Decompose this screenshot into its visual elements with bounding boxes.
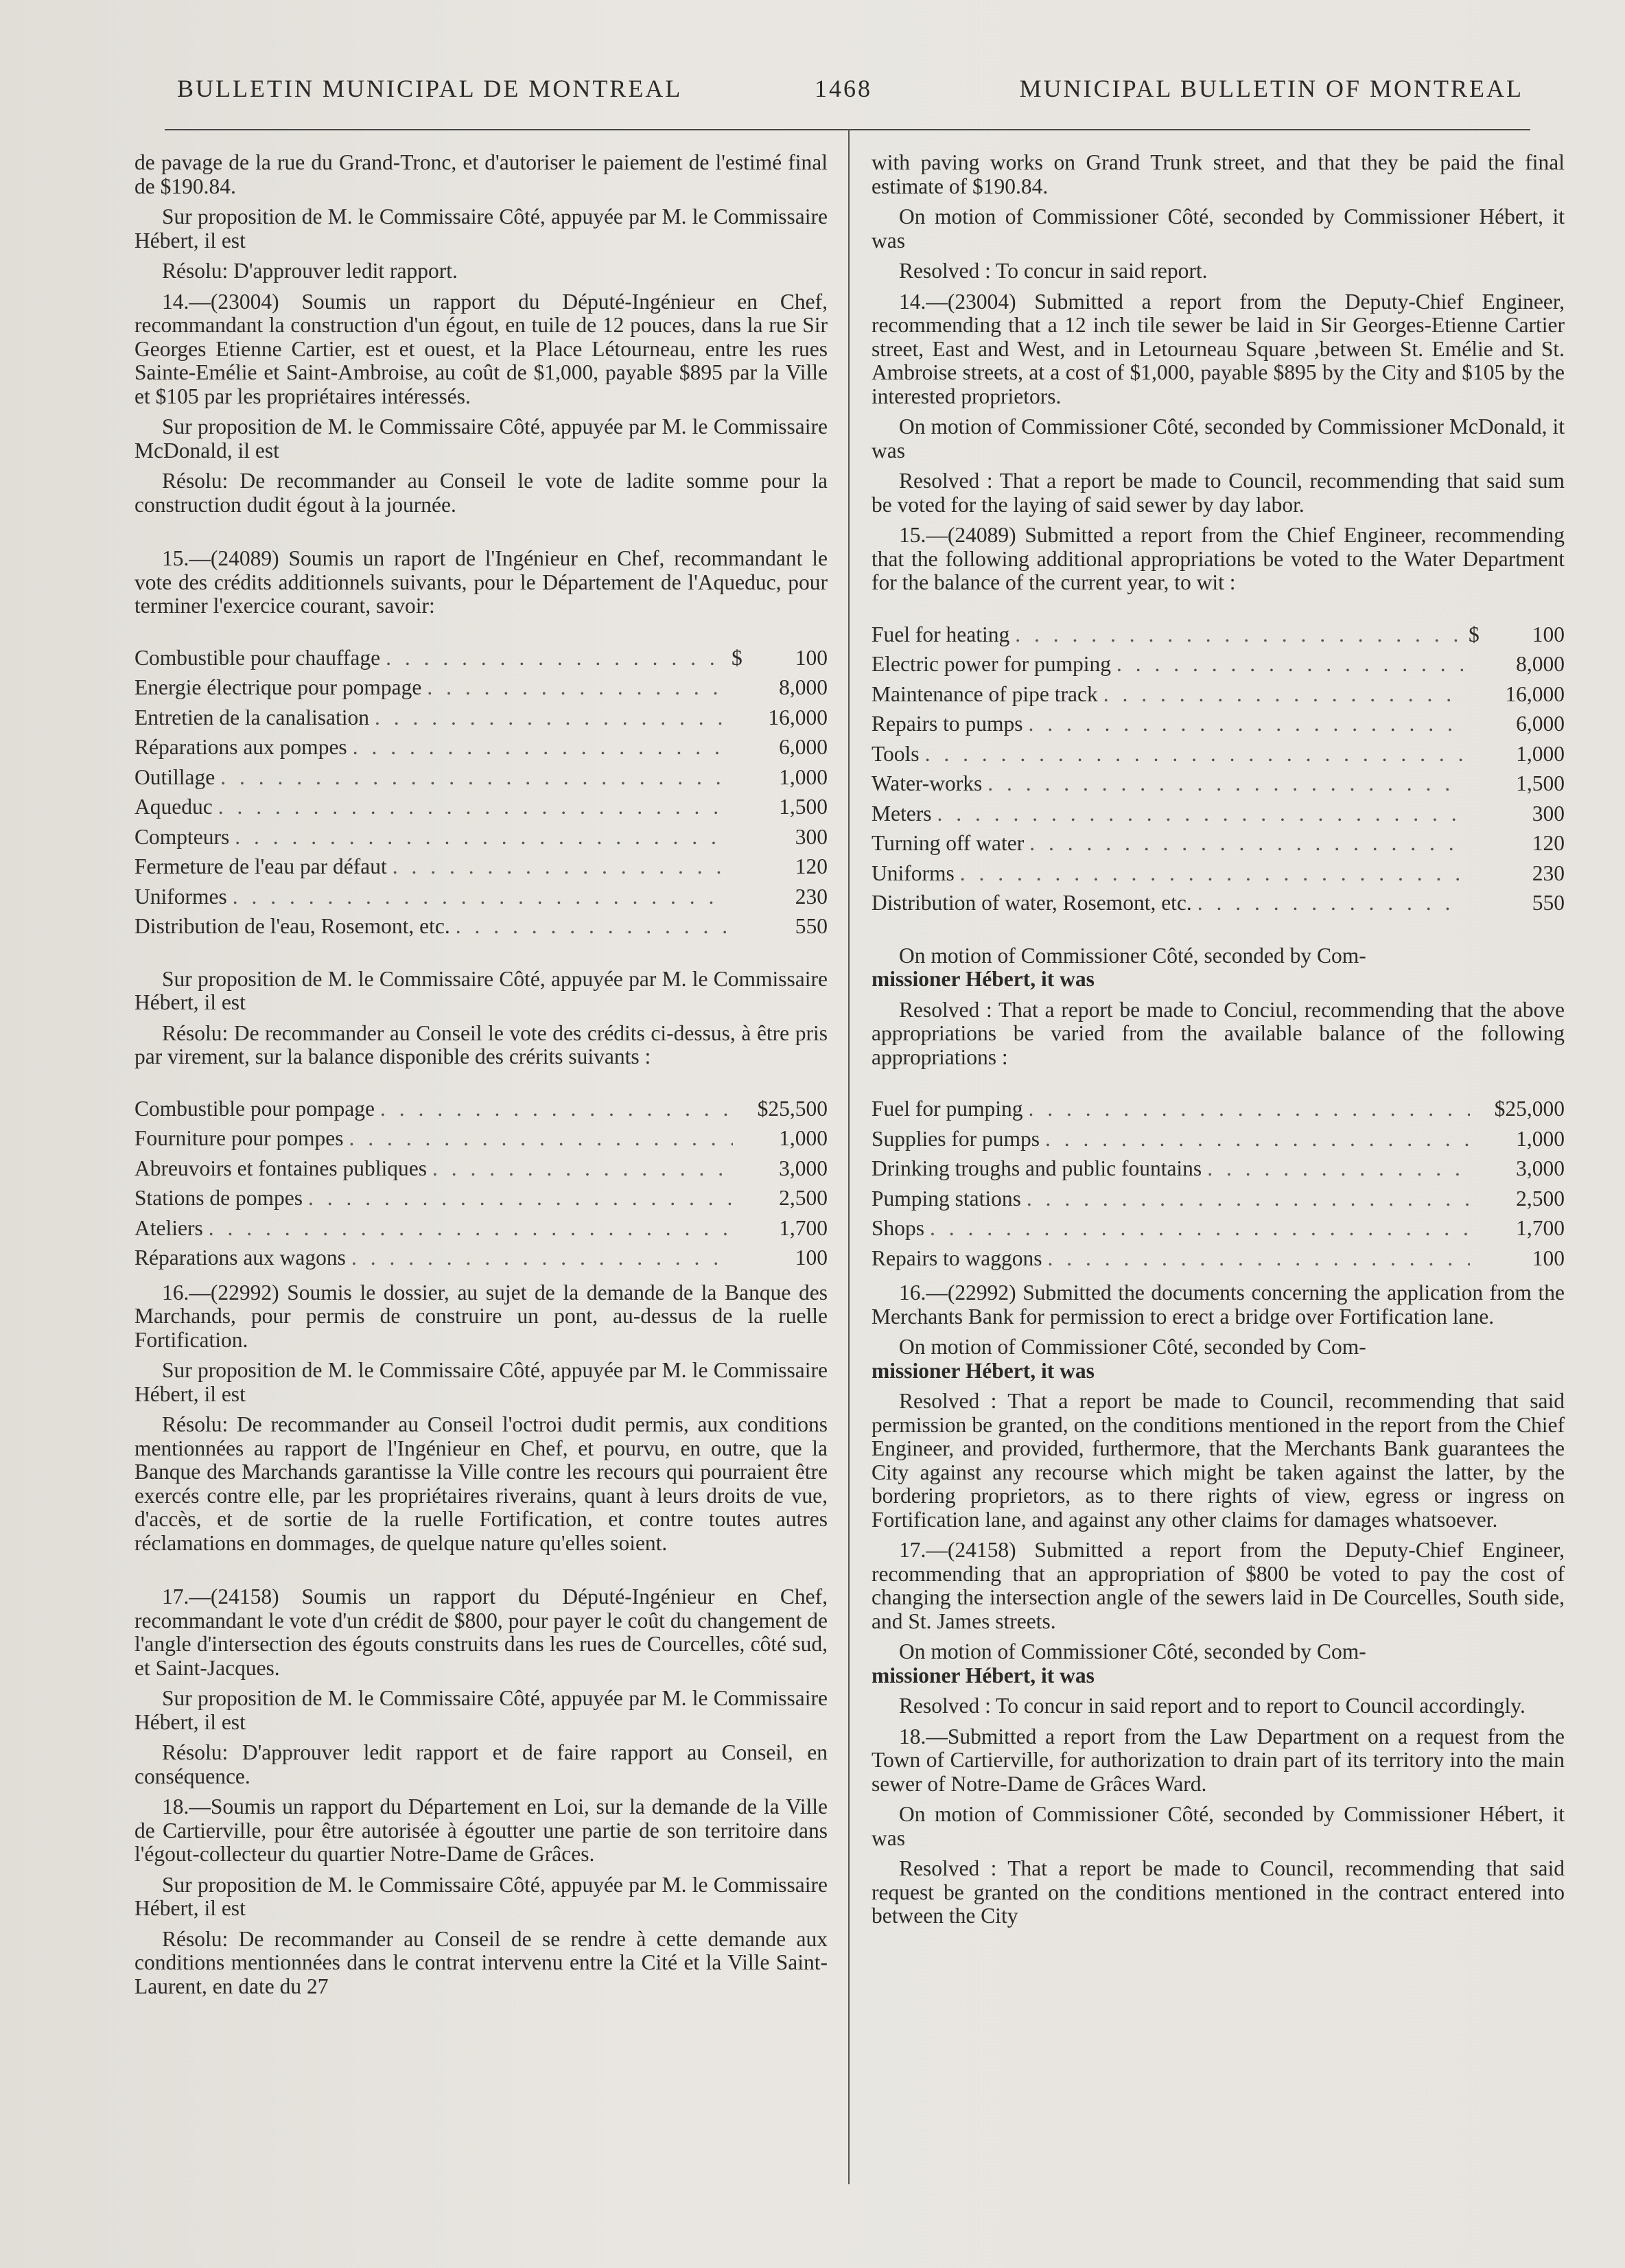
table-row: Ateliers . . . 1,700 [135,1213,828,1243]
motion-paragraph: On motion of Commissioner Côté, seconded by Commissioner Hébert, it was [872,204,1565,253]
table-row: Tools . . . 1,000 [872,739,1565,769]
table-row: Combustible pour pompage . . . $25,500 [135,1094,828,1124]
header-rule [165,129,1530,130]
item-16-paragraph: 16.—(22992) Submitted the documents concerning the application from the Merchants Bank for permission to erect a bridge over Fortification lane. [872,1281,1565,1329]
table-row: Repairs to pumps . . . 6,000 [872,709,1565,739]
table-row: Combustible pour chauffage . . . $ 100 [135,643,828,673]
resolution-paragraph: Résolu: De recommander au Conseil le vote de ladite somme pour la construction dudit égout à la journée. [135,469,828,517]
transfer-table [135,1094,828,1273]
header-title-french: BULLETIN MUNICIPAL DE MONTREAL [177,75,683,102]
resolution-paragraph: Resolved : To concur in said report. [899,259,1208,283]
table-row: Energie électrique pour pompage . . . 8,000 [135,673,828,703]
motion-paragraph: On motion of Commissioner Côté, seconded by Commissioner McDonald, it was [872,414,1565,463]
french-column [135,151,828,2005]
table-row: Supplies for pumps . . . 1,000 [872,1124,1565,1154]
table-row: Electric power for pumping . . . 8,000 [872,649,1565,679]
resolution-paragraph: Resolved : That a report be made to Council, recommending that said sum be voted for the laying of said sewer by day labor. [872,469,1565,517]
resolution-paragraph: Resolved : That a report be made to Council, recommending that said request be granted on the conditions mentioned in the contract entered into between the City [872,1856,1565,1928]
paragraph: with paving works on Grand Trunk street, and that they be paid the final estimate of $190.84. [872,150,1565,198]
item-14-paragraph: 14.—(23004) Soumis un rapport du Député-Ingénieur en Chef, recommandant la construction d'un égout, en tuile de 12 pouces, dans la rue Sir Georges Etienne Cartier, est et ouest, et la Place Létourneau, entre les rues Sainte-Emélie et Saint-Ambroise, au coût de $1,000, payable $895 par la Ville et $105 par les propriétaires intéressés. [135,289,828,408]
motion-paragraph: Sur proposition de M. le Commissaire Côté, appuyée par M. le Commissaire Hébert, il est [135,204,828,253]
table-row: Stations de pompes . . . 2,500 [135,1183,828,1213]
appropriations-table [135,643,828,942]
table-row: Fourniture pour pompes . . . 1,000 [135,1123,828,1154]
motion-paragraph: Sur proposition de M. le Commissaire Côté, appuyée par M. le Commissaire Hébert, il est [135,1358,828,1406]
motion-paragraph: On motion of Commissioner Côté, seconded by Com- [899,943,1366,968]
page-number: 1468 [815,75,872,102]
table-row: Fuel for heating . . . $ 100 [872,620,1565,650]
table-row: Compteurs . . . 300 [135,822,828,852]
motion-paragraph-continued: missioner Hébert, it was [872,1358,1095,1383]
table-row: Turning off water . . . 120 [872,828,1565,858]
table-row: Maintenance of pipe track . . . 16,000 [872,679,1565,710]
motion-paragraph: Sur proposition de M. le Commissaire Côté, appuyée par M. le Commissaire Hébert, il est [135,1686,828,1734]
item-14-paragraph: 14.—(23004) Submitted a report from the Deputy-Chief Engineer, recommending that a 12 inch tile sewer be laid in Sir Georges-Etienne Cartier street, East and West, and in Letourneau Square ,between St. Emélie and St. Ambroise streets, at a cost of $1,000, payable $895 by the City and $105 by the interested proprietors. [872,289,1565,408]
table-row: Outillage . . . 1,000 [135,762,828,793]
table-row: Réparations aux wagons . . . 100 [135,1243,828,1273]
table-row: Drinking troughs and public fountains . . . 3,000 [872,1154,1565,1184]
resolution-paragraph: Résolu: De recommander au Conseil l'octroi dudit permis, aux conditions mentionnées au rapport de l'Ingénieur en Chef, et pourvu, en outre, que la Banque des Marchands garantisse la Ville contre les recours qui pourraient être exercés contre elle, par les propriétaires riverains, quant à leurs droits de vue, d'accès, et de sortie de la ruelle Fortification, et contre toutes autres réclamations en dommages, de quelque nature qu'elles soient. [135,1412,828,1555]
appropriations-table [872,620,1565,918]
motion-paragraph: Sur proposition de M. le Commissaire Côté, appuyée par M. le Commissaire Hébert, il est [135,1872,828,1920]
english-column [872,151,1565,1935]
resolution-paragraph: Resolved : That a report be made to Conciul, recommending that the above appropriations be varied from the available balance of the following appropriations : [872,997,1565,1069]
motion-paragraph: Sur proposition de M. le Commissaire Côté, appuyée par M. le Commissaire Hébert, il est [135,966,828,1014]
table-row: Shops . . . 1,700 [872,1213,1565,1243]
table-row: Fuel for pumping . . . $25,000 [872,1094,1565,1124]
motion-paragraph-continued: missioner Hébert, it was [872,1663,1095,1687]
resolution-paragraph: Resolved : To concur in said report and to report to Council accordingly. [899,1694,1525,1718]
table-row: Pumping stations . . . 2,500 [872,1184,1565,1214]
column-divider [848,129,850,2184]
table-row: Aqueduc . . . 1,500 [135,792,828,822]
table-row: Réparations aux pompes . . . 6,000 [135,732,828,762]
table-row: Repairs to waggons . . . 100 [872,1243,1565,1274]
item-18-paragraph: 18.—Soumis un rapport du Département en Loi, sur la demande de la Ville de Cartierville, pour être autorisée à égoutter une partie de son territoire dans l'égout-collecteur du quartier Notre-Dame de Grâces. [135,1794,828,1866]
motion-paragraph: On motion of Commissioner Côté, seconded by Com- [899,1639,1366,1663]
table-row: Distribution de l'eau, Rosemont, etc. . . . 550 [135,911,828,942]
item-17-paragraph: 17.—(24158) Submitted a report from the Deputy-Chief Engineer, recommending that an appropriation of $800 be voted to pay the cost of changing the intersection angle of the sewers laid in De Courcelles, South side, and St. James streets. [872,1538,1565,1633]
item-15-paragraph: 15.—(24089) Submitted a report from the Chief Engineer, recommending that the following additional appropriations be voted to the Water Department for the balance of the current year, to wit : [872,523,1565,594]
item-18-paragraph: 18.—Submitted a report from the Law Department on a request from the Town of Cartierville, for authorization to drain part of its territory into the main sewer of Notre-Dame de Grâces Ward. [872,1724,1565,1796]
table-row: Distribution of water, Rosemont, etc. . . . 550 [872,888,1565,918]
resolution-paragraph: Résolu: De recommander au Conseil de se rendre à cette demande aux conditions mentionnées dans le contrat intervenu entre la Cité et la Ville Saint-Laurent, en date du 27 [135,1926,828,1998]
table-row: Fermeture de l'eau par défaut . . . 120 [135,852,828,882]
motion-paragraph: Sur proposition de M. le Commissaire Côté, appuyée par M. le Commissaire McDonald, il est [135,414,828,463]
item-17-paragraph: 17.—(24158) Soumis un rapport du Député-Ingénieur en Chef, recommandant le vote d'un crédit de $800, pour payer le coût du changement de l'angle d'intersection des égouts construits dans les rues de Courcelles, côté sud, et Saint-Jacques. [135,1585,828,1680]
header-title-english: MUNICIPAL BULLETIN OF MONTREAL [1019,75,1523,102]
resolution-paragraph: Résolu: De recommander au Conseil le vote des crédits ci-dessus, à être pris par virement, sur la balance disponible des crérits suivants : [135,1020,828,1068]
paragraph: de pavage de la rue du Grand-Tronc, et d'autoriser le paiement de l'estimé final de $190.84. [135,150,828,198]
transfer-table [872,1094,1565,1273]
resolution-paragraph: Resolved : That a report be made to Council, recommending that said permission be granted, on the conditions mentioned in the report from the Chief Engineer, and provided, furthermore, that the Merchants Bank guarantees the City against any recourse which might be taken against the latter, by the bordering proprietors, as to there rights of view, egress or ingress on Fortification lane, and against any other claims for damages whatsoever. [872,1389,1565,1532]
table-row: Entretien de la canalisation . . . 16,000 [135,703,828,733]
motion-paragraph: On motion of Commissioner Côté, seconded by Commissioner Hébert, it was [872,1802,1565,1850]
item-15-paragraph: 15.—(24089) Soumis un raport de l'Ingénieur en Chef, recommandant le vote des crédits additionnels suivants, pour le Département de l'Aqueduc, pour terminer l'exercice courant, savoir: [135,546,828,618]
motion-paragraph: On motion of Commissioner Côté, seconded by Com- [899,1335,1366,1359]
table-row: Uniforms . . . 230 [872,858,1565,889]
table-row: Water-works . . . 1,500 [872,769,1565,799]
table-row: Abreuvoirs et fontaines publiques . . . 3,000 [135,1154,828,1184]
table-row: Meters . . . 300 [872,799,1565,829]
table-row: Uniformes . . . 230 [135,882,828,912]
resolution-paragraph: Résolu: D'approuver ledit rapport et de faire rapport au Conseil, en conséquence. [135,1740,828,1788]
motion-paragraph-continued: missioner Hébert, it was [872,967,1095,991]
page-header [165,74,1523,108]
resolution-paragraph: Résolu: D'approuver ledit rapport. [162,259,458,283]
item-16-paragraph: 16.—(22992) Soumis le dossier, au sujet de la demande de la Banque des Marchands, pour permis de construire un pont, au-dessus de la ruelle Fortification. [135,1280,828,1352]
